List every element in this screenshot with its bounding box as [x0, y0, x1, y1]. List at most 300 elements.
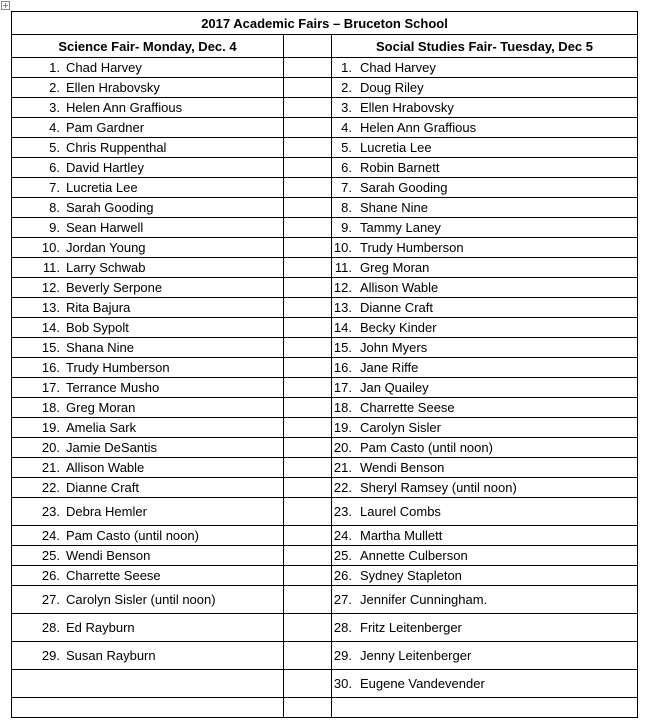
list-item: [332, 676, 637, 691]
entry-number: 23.: [333, 504, 352, 519]
table-row: [12, 58, 638, 78]
entry-name: Ed Rayburn: [66, 620, 135, 635]
entry-number: 25.: [333, 548, 352, 563]
entry-name: Becky Kinder: [360, 320, 437, 335]
science-fair-entry: [12, 670, 284, 698]
spacer-column-cell: [284, 642, 332, 670]
science-fair-entry: [12, 118, 284, 138]
entry-number: 17.: [41, 380, 60, 395]
entry-number: 11.: [42, 260, 60, 275]
social-studies-fair-entry: [332, 218, 638, 238]
entry-name: Shana Nine: [66, 340, 134, 355]
list-item: [12, 80, 283, 95]
list-item: [12, 100, 283, 115]
entry-name: Carolyn Sisler (until noon): [66, 592, 216, 607]
entry-number: 11.: [334, 260, 352, 275]
list-item: [12, 700, 283, 715]
table-row: [12, 158, 638, 178]
social-studies-fair-entry: [332, 566, 638, 586]
spacer-column-cell: [284, 78, 332, 98]
entry-name: Jordan Young: [66, 240, 146, 255]
entry-number: 15.: [41, 340, 60, 355]
list-item: [12, 260, 283, 275]
social-studies-fair-entry: [332, 358, 638, 378]
science-fair-entry: [12, 338, 284, 358]
list-item: [332, 120, 637, 135]
entry-name: Sean Harwell: [66, 220, 144, 235]
entry-name: Dianne Craft: [360, 300, 433, 315]
entry-name: Ellen Hrabovsky: [66, 80, 160, 95]
list-item: [332, 700, 637, 715]
spacer-column-cell: [284, 498, 332, 526]
spacer-column-cell: [284, 298, 332, 318]
science-fair-entry: [12, 138, 284, 158]
science-fair-entry: [12, 438, 284, 458]
entry-number: 13.: [41, 300, 60, 315]
entry-number: 12.: [41, 280, 60, 295]
entry-name: Helen Ann Graffious: [66, 100, 183, 115]
table-row: [12, 338, 638, 358]
entry-name: Sarah Gooding: [66, 200, 154, 215]
entry-name: [352, 700, 360, 715]
entry-number: 4.: [341, 120, 352, 135]
social-studies-fair-entry: [332, 318, 638, 338]
entry-number: 6.: [341, 160, 352, 175]
spacer-column-cell: [284, 526, 332, 546]
spacer-column-cell: [284, 118, 332, 138]
list-item: [332, 140, 637, 155]
science-fair-heading: Science Fair- Monday, Dec. 4: [12, 35, 284, 58]
entry-number: 29.: [333, 648, 352, 663]
spacer-column-cell: [284, 158, 332, 178]
list-item: [12, 300, 283, 315]
entry-name: Amelia Sark: [66, 420, 137, 435]
entry-name: Greg Moran: [360, 260, 430, 275]
spacer-column-cell: [284, 378, 332, 398]
science-fair-entry: [12, 278, 284, 298]
table-row: [12, 358, 638, 378]
entry-name: Jamie DeSantis: [66, 440, 158, 455]
list-item: [332, 160, 637, 175]
list-item: [332, 568, 637, 583]
entry-name: Annette Culberson: [360, 548, 468, 563]
document-title: 2017 Academic Fairs – Bruceton School: [12, 12, 638, 35]
list-item: [12, 440, 283, 455]
spacer-column-cell: [284, 35, 332, 58]
entry-number: 20.: [41, 440, 60, 455]
entry-name: Chad Harvey: [360, 60, 436, 75]
entry-name: Susan Rayburn: [66, 648, 156, 663]
spacer-column-cell: [284, 178, 332, 198]
entry-number: 19.: [333, 420, 352, 435]
list-item: [12, 548, 283, 563]
list-item: [12, 340, 283, 355]
science-fair-entry: [12, 298, 284, 318]
list-item: [12, 620, 283, 635]
table-row: [12, 586, 638, 614]
social-studies-fair-entry: [332, 418, 638, 438]
entry-name: Jenny Leitenberger: [360, 648, 472, 663]
spacer-column-cell: [284, 358, 332, 378]
entry-number: 5.: [341, 140, 352, 155]
table-row: [12, 418, 638, 438]
science-fair-entry: [12, 178, 284, 198]
list-item: [12, 400, 283, 415]
table-row: [12, 278, 638, 298]
entry-number: 29.: [41, 648, 60, 663]
spacer-column-cell: [284, 58, 332, 78]
spacer-column-cell: [284, 614, 332, 642]
list-item: [332, 548, 637, 563]
spacer-column-cell: [284, 318, 332, 338]
table-row: [12, 318, 638, 338]
entry-number: 9.: [49, 220, 60, 235]
social-studies-fair-entry: [332, 258, 638, 278]
entry-name: Charrette Seese: [66, 568, 161, 583]
list-item: [332, 300, 637, 315]
social-studies-fair-entry: [332, 158, 638, 178]
list-item: [332, 420, 637, 435]
science-fair-entry: [12, 258, 284, 278]
table-row: [12, 198, 638, 218]
social-studies-fair-entry: [332, 198, 638, 218]
science-fair-entry: [12, 238, 284, 258]
entry-name: Pam Casto (until noon): [360, 440, 493, 455]
list-item: [12, 280, 283, 295]
list-item: [332, 80, 637, 95]
social-studies-fair-entry: [332, 338, 638, 358]
entry-name: Ellen Hrabovsky: [360, 100, 454, 115]
social-studies-fair-entry: [332, 378, 638, 398]
table-row: [12, 98, 638, 118]
social-studies-fair-entry: [332, 458, 638, 478]
social-studies-fair-entry: [332, 178, 638, 198]
table-row: [12, 378, 638, 398]
list-item: [332, 100, 637, 115]
entry-name: Sheryl Ramsey (until noon): [360, 480, 517, 495]
entry-number: 3.: [341, 100, 352, 115]
spacer-column-cell: [284, 566, 332, 586]
list-item: [12, 480, 283, 495]
science-fair-entry: [12, 478, 284, 498]
table-row: [12, 258, 638, 278]
science-fair-entry: [12, 398, 284, 418]
entry-name: John Myers: [360, 340, 428, 355]
spacer-column-cell: [284, 98, 332, 118]
table-row: [12, 498, 638, 526]
entry-name: Rita Bajura: [66, 300, 131, 315]
list-item: [332, 360, 637, 375]
list-item: [12, 676, 283, 691]
list-item: [332, 340, 637, 355]
entry-name: Larry Schwab: [66, 260, 146, 275]
list-item: [332, 320, 637, 335]
entry-name: Bob Sypolt: [66, 320, 129, 335]
list-item: [12, 200, 283, 215]
entry-name: [60, 676, 66, 691]
spacer-column-cell: [284, 218, 332, 238]
entry-number: 27.: [333, 592, 352, 607]
entry-name: Allison Wable: [66, 460, 145, 475]
spacer-column-cell: [284, 586, 332, 614]
spacer-column-cell: [284, 278, 332, 298]
entry-name: Chris Ruppenthal: [66, 140, 167, 155]
spacer-column-cell: [284, 238, 332, 258]
entry-name: Dianne Craft: [66, 480, 139, 495]
entry-name: Tammy Laney: [360, 220, 441, 235]
table-row: [12, 78, 638, 98]
entry-number: 12.: [333, 280, 352, 295]
list-item: [12, 160, 283, 175]
social-studies-fair-entry: [332, 278, 638, 298]
spacer-column-cell: [284, 458, 332, 478]
list-item: [12, 320, 283, 335]
science-fair-entry: [12, 418, 284, 438]
spacer-column-cell: [284, 338, 332, 358]
entry-name: Laurel Combs: [360, 504, 441, 519]
spacer-column-cell: [284, 670, 332, 698]
entry-number: 23.: [41, 504, 60, 519]
entry-number: 7.: [49, 180, 60, 195]
entry-number: 13.: [333, 300, 352, 315]
header-row: [12, 35, 638, 58]
entry-number: 17.: [333, 380, 352, 395]
social-studies-fair-entry: [332, 58, 638, 78]
list-item: [332, 400, 637, 415]
spacer-column-cell: [284, 418, 332, 438]
entry-number: 21.: [41, 460, 60, 475]
science-fair-entry: [12, 98, 284, 118]
table-row: [12, 614, 638, 642]
entry-number: 9.: [341, 220, 352, 235]
list-item: [332, 648, 637, 663]
entry-number: 1.: [341, 60, 352, 75]
entry-name: Wendi Benson: [360, 460, 445, 475]
entry-number: 10.: [333, 240, 352, 255]
list-item: [332, 504, 637, 519]
entry-number: 27.: [41, 592, 60, 607]
entry-number: 24.: [333, 528, 352, 543]
science-fair-entry: [12, 614, 284, 642]
table-row: [12, 298, 638, 318]
science-fair-entry: [12, 498, 284, 526]
entry-name: Lucretia Lee: [66, 180, 138, 195]
entry-number: 10.: [41, 240, 60, 255]
entry-name: Trudy Humberson: [66, 360, 170, 375]
entry-number: 22.: [41, 480, 60, 495]
social-studies-fair-entry: [332, 298, 638, 318]
list-item: [12, 360, 283, 375]
social-studies-fair-entry: [332, 698, 638, 718]
social-studies-fair-entry: [332, 78, 638, 98]
list-item: [12, 60, 283, 75]
spacer-column-cell: [284, 258, 332, 278]
entry-name: Beverly Serpone: [66, 280, 163, 295]
list-item: [12, 568, 283, 583]
science-fair-entry: [12, 198, 284, 218]
list-item: [332, 592, 637, 607]
list-item: [332, 280, 637, 295]
entry-number: 14.: [41, 320, 60, 335]
table-row: [12, 546, 638, 566]
entry-number: 1.: [49, 60, 60, 75]
entry-name: [60, 700, 66, 715]
spacer-column-cell: [284, 478, 332, 498]
entry-number: 24.: [41, 528, 60, 543]
entry-number: 20.: [333, 440, 352, 455]
list-item: [12, 180, 283, 195]
spacer-column-cell: [284, 698, 332, 718]
social-studies-fair-entry: [332, 498, 638, 526]
entry-name: Helen Ann Graffious: [360, 120, 477, 135]
social-studies-fair-entry: [332, 670, 638, 698]
table-row: [12, 698, 638, 718]
entry-name: Eugene Vandevender: [360, 676, 485, 691]
entry-number: 26.: [333, 568, 352, 583]
entry-name: Fritz Leitenberger: [360, 620, 462, 635]
science-fair-entry: [12, 358, 284, 378]
table-row: [12, 238, 638, 258]
list-item: [332, 440, 637, 455]
entry-name: Shane Nine: [360, 200, 428, 215]
social-studies-fair-entry: [332, 478, 638, 498]
list-item: [12, 240, 283, 255]
science-fair-entry: [12, 586, 284, 614]
entry-name: Greg Moran: [66, 400, 136, 415]
entry-number: 4.: [49, 120, 60, 135]
entry-name: Charrette Seese: [360, 400, 455, 415]
list-item: [12, 504, 283, 519]
social-studies-fair-entry: [332, 118, 638, 138]
entry-name: David Hartley: [66, 160, 145, 175]
list-item: [12, 380, 283, 395]
social-studies-fair-heading: Social Studies Fair- Tuesday, Dec 5: [332, 35, 638, 58]
social-studies-fair-entry: [332, 138, 638, 158]
table-row: [12, 118, 638, 138]
list-item: [12, 140, 283, 155]
entry-number: 25.: [41, 548, 60, 563]
science-fair-entry: [12, 218, 284, 238]
social-studies-fair-entry: [332, 642, 638, 670]
table-row: [12, 670, 638, 698]
entry-number: 14.: [333, 320, 352, 335]
science-fair-entry: [12, 642, 284, 670]
academic-fairs-table: [11, 11, 638, 718]
entry-number: 21.: [333, 460, 352, 475]
list-item: [332, 60, 637, 75]
entry-name: Allison Wable: [360, 280, 439, 295]
title-row: [12, 12, 638, 35]
entry-name: Jan Quailey: [360, 380, 429, 395]
entry-name: Chad Harvey: [66, 60, 142, 75]
science-fair-entry: [12, 698, 284, 718]
list-item: [332, 380, 637, 395]
entry-number: 18.: [41, 400, 60, 415]
table-row: [12, 178, 638, 198]
entry-number: 19.: [41, 420, 60, 435]
list-item: [12, 220, 283, 235]
entry-name: Debra Hemler: [66, 504, 147, 519]
entry-number: 8.: [49, 200, 60, 215]
table-row: [12, 138, 638, 158]
science-fair-entry: [12, 546, 284, 566]
table-row: [12, 478, 638, 498]
list-item: [332, 480, 637, 495]
entry-name: Carolyn Sisler: [360, 420, 441, 435]
list-item: [332, 220, 637, 235]
list-item: [332, 240, 637, 255]
list-item: [332, 260, 637, 275]
table-row: [12, 526, 638, 546]
entry-number: 26.: [41, 568, 60, 583]
table-row: [12, 218, 638, 238]
entry-name: Pam Casto (until noon): [66, 528, 199, 543]
social-studies-fair-entry: [332, 526, 638, 546]
list-item: [332, 528, 637, 543]
list-item: [12, 592, 283, 607]
social-studies-fair-entry: [332, 98, 638, 118]
list-item: [332, 620, 637, 635]
list-item: [12, 120, 283, 135]
entry-number: 22.: [333, 480, 352, 495]
entry-name: Pam Gardner: [66, 120, 145, 135]
spacer-column-cell: [284, 438, 332, 458]
social-studies-fair-entry: [332, 398, 638, 418]
social-studies-fair-entry: [332, 238, 638, 258]
table-row: [12, 642, 638, 670]
spacer-column-cell: [284, 138, 332, 158]
table-row: [12, 398, 638, 418]
spacer-column-cell: [284, 398, 332, 418]
entry-name: Sydney Stapleton: [360, 568, 462, 583]
entry-number: 2.: [49, 80, 60, 95]
science-fair-entry: [12, 58, 284, 78]
entry-name: Wendi Benson: [66, 548, 151, 563]
science-fair-entry: [12, 158, 284, 178]
list-item: [12, 420, 283, 435]
entry-number: 7.: [341, 180, 352, 195]
entry-number: 28.: [41, 620, 60, 635]
list-item: [332, 460, 637, 475]
entry-name: Trudy Humberson: [360, 240, 464, 255]
list-item: [332, 200, 637, 215]
entry-name: Doug Riley: [360, 80, 424, 95]
entry-number: 15.: [333, 340, 352, 355]
entry-number: 6.: [49, 160, 60, 175]
spacer-column-cell: [284, 546, 332, 566]
table-row: [12, 458, 638, 478]
list-item: [12, 528, 283, 543]
entry-name: Lucretia Lee: [360, 140, 432, 155]
science-fair-entry: [12, 526, 284, 546]
list-item: [12, 648, 283, 663]
social-studies-fair-entry: [332, 438, 638, 458]
table-move-handle-icon[interactable]: +: [2, 1, 9, 10]
entry-name: Martha Mullett: [360, 528, 443, 543]
science-fair-entry: [12, 78, 284, 98]
science-fair-entry: [12, 318, 284, 338]
social-studies-fair-entry: [332, 614, 638, 642]
science-fair-entry: [12, 378, 284, 398]
science-fair-entry: [12, 458, 284, 478]
entry-number: 28.: [333, 620, 352, 635]
list-item: [332, 180, 637, 195]
table-row: [12, 566, 638, 586]
entry-number: 2.: [341, 80, 352, 95]
entry-name: Robin Barnett: [360, 160, 440, 175]
entry-name: Jane Riffe: [360, 360, 419, 375]
entry-number: 30.: [333, 676, 352, 691]
